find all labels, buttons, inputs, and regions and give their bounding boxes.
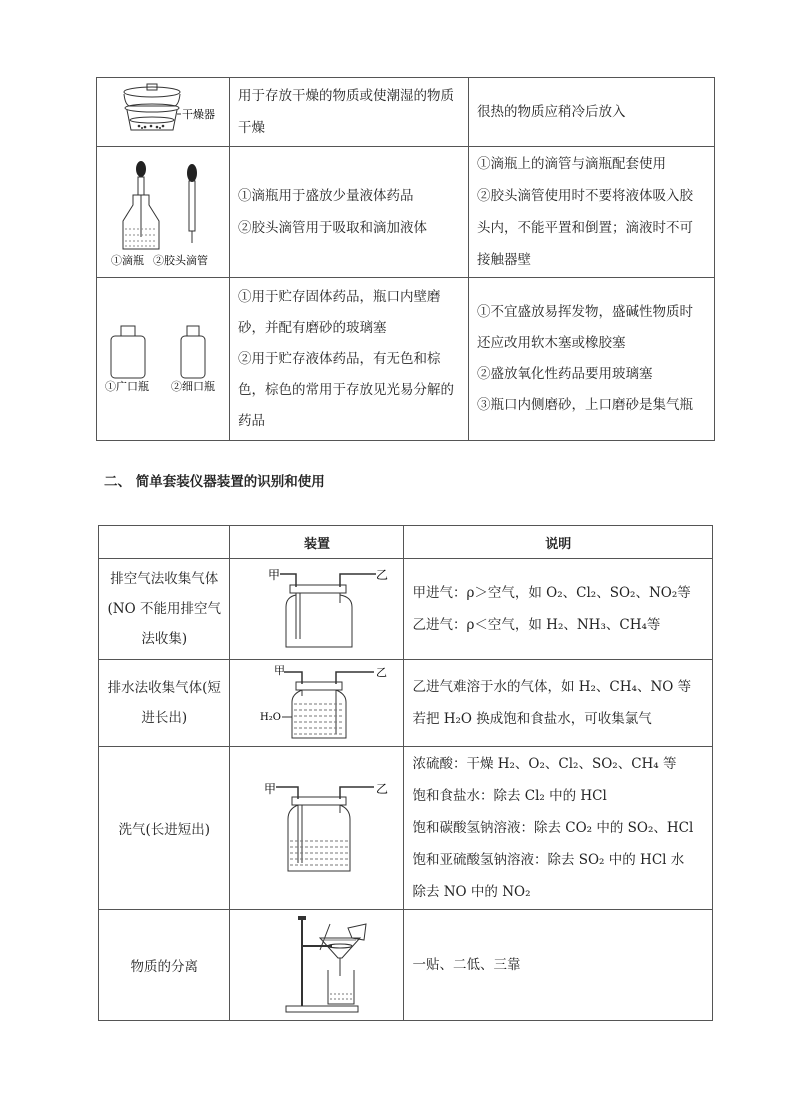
- description-text: 浓硫酸：干燥 H₂、O₂、Cl₂、SO₂、CH₄ 等: [412, 756, 677, 772]
- label-jia: 甲: [274, 664, 286, 677]
- dropping-bottle-label: ①滴瓶: [111, 254, 144, 267]
- description-text: 饱和食盐水：除去 Cl₂ 中的 HCl: [412, 788, 607, 804]
- air-collection-bottle-illustration: [230, 559, 403, 655]
- header-device: 装置: [230, 526, 404, 559]
- usage-text: ②用于贮存液体药品，有无色和棕色，棕色的常用于存放见光易分解的药品: [238, 350, 454, 429]
- desiccator-image-cell: [97, 78, 230, 147]
- description-text: 乙进气：ρ＜空气，如 H₂、NH₃、CH₄等: [412, 617, 661, 633]
- table-header-row: [99, 526, 713, 559]
- label-yi: 乙: [376, 782, 389, 796]
- label-yi: 乙: [376, 666, 388, 679]
- table-row: [99, 910, 713, 1021]
- device-cell: [230, 660, 404, 747]
- wide-mouth-bottle-label: ①广口瓶: [105, 380, 149, 393]
- notes-text: ②胶头滴管使用时不要将液体吸入胶头内，不能平置和倒置；滴液时不可接触器壁: [477, 188, 694, 268]
- dropper-image-cell: [97, 147, 230, 278]
- description-text: 一贴、二低、三靠: [412, 957, 521, 973]
- notes-text: 很热的物质应稍冷后放入: [477, 104, 626, 120]
- device-cell: [230, 747, 404, 910]
- header-cell: [99, 526, 230, 559]
- filtration-apparatus-illustration: [230, 910, 403, 1016]
- label-jia: 甲: [264, 782, 277, 796]
- bottle-image-cell: [97, 278, 230, 441]
- usage-text: ①滴瓶用于盛放少量液体药品: [238, 188, 414, 204]
- notes-text: ③瓶口内侧磨砂，上口磨砂是集气瓶: [477, 397, 694, 413]
- description-cell: [404, 660, 713, 747]
- description-cell: [404, 910, 713, 1021]
- label-jia: 甲: [268, 568, 281, 582]
- section-title: 二、 简单套装仪器装置的识别和使用: [104, 474, 325, 490]
- usage-text: ①用于贮存固体药品，瓶口内壁磨砂，并配有磨砂的玻璃塞: [238, 288, 441, 336]
- table-row: [99, 747, 713, 910]
- usage-text: ②胶头滴管用于吸取和滴加液体: [238, 220, 427, 236]
- method-name: 物质的分离: [99, 910, 230, 1021]
- apparatus-setup-table: [98, 525, 713, 1021]
- usage-cell: [230, 78, 469, 147]
- table-row: [99, 559, 713, 660]
- notes-cell: [469, 278, 715, 441]
- notes-text: ①不宜盛放易挥发物，盛碱性物质时还应改用软木塞或橡胶塞: [477, 304, 694, 351]
- label-yi: 乙: [376, 568, 389, 582]
- notes-cell: [469, 78, 715, 147]
- apparatus-table: [96, 77, 715, 441]
- method-name: 排空气法收集气体(NO 不能用排空气法收集): [99, 559, 230, 660]
- water-collection-bottle-illustration: [230, 660, 403, 742]
- table-row: [97, 147, 715, 278]
- method-name: 洗气(长进短出): [99, 747, 230, 910]
- usage-text: 用于存放干燥的物质或使潮湿的物质干燥: [238, 88, 454, 136]
- notes-cell: [469, 147, 715, 278]
- reagent-bottles-illustration: [97, 278, 229, 436]
- usage-cell: [230, 278, 469, 441]
- notes-text: ①滴瓶上的滴管与滴瓶配套使用: [477, 156, 667, 172]
- description-text: 若把 H₂O 换成饱和食盐水，可收集氯气: [412, 711, 652, 727]
- gas-washing-bottle-illustration: [230, 747, 403, 905]
- description-text: 饱和碳酸氢钠溶液：除去 CO₂ 中的 SO₂、HCl: [412, 820, 694, 836]
- notes-text: ②盛放氧化性药品要用玻璃塞: [477, 366, 653, 382]
- desiccator-label: 干燥器: [182, 108, 215, 121]
- header-description: 说明: [404, 526, 713, 559]
- dropper-bottle-illustration: [97, 147, 229, 273]
- table-row: [97, 278, 715, 441]
- label-water: H₂O: [260, 712, 282, 723]
- narrow-mouth-bottle-label: ②细口瓶: [171, 380, 215, 393]
- dropper-label: ②胶头滴管: [153, 254, 208, 267]
- description-text: 甲进气：ρ＞空气，如 O₂、Cl₂、SO₂、NO₂等: [412, 585, 691, 601]
- description-text: 乙进气难溶于水的气体，如 H₂、CH₄、NO 等: [412, 679, 692, 695]
- device-cell: [230, 559, 404, 660]
- description-text: 饱和亚硫酸氢钠溶液：除去 SO₂ 中的 HCl 水: [412, 852, 685, 868]
- table-row: [99, 660, 713, 747]
- description-text: 除去 NO 中的 NO₂: [412, 884, 531, 900]
- desiccator-illustration: [97, 78, 229, 142]
- usage-cell: [230, 147, 469, 278]
- table-row: [97, 78, 715, 147]
- description-cell: [404, 747, 713, 910]
- description-cell: [404, 559, 713, 660]
- device-cell: [230, 910, 404, 1021]
- method-name: 排水法收集气体(短进长出): [99, 660, 230, 747]
